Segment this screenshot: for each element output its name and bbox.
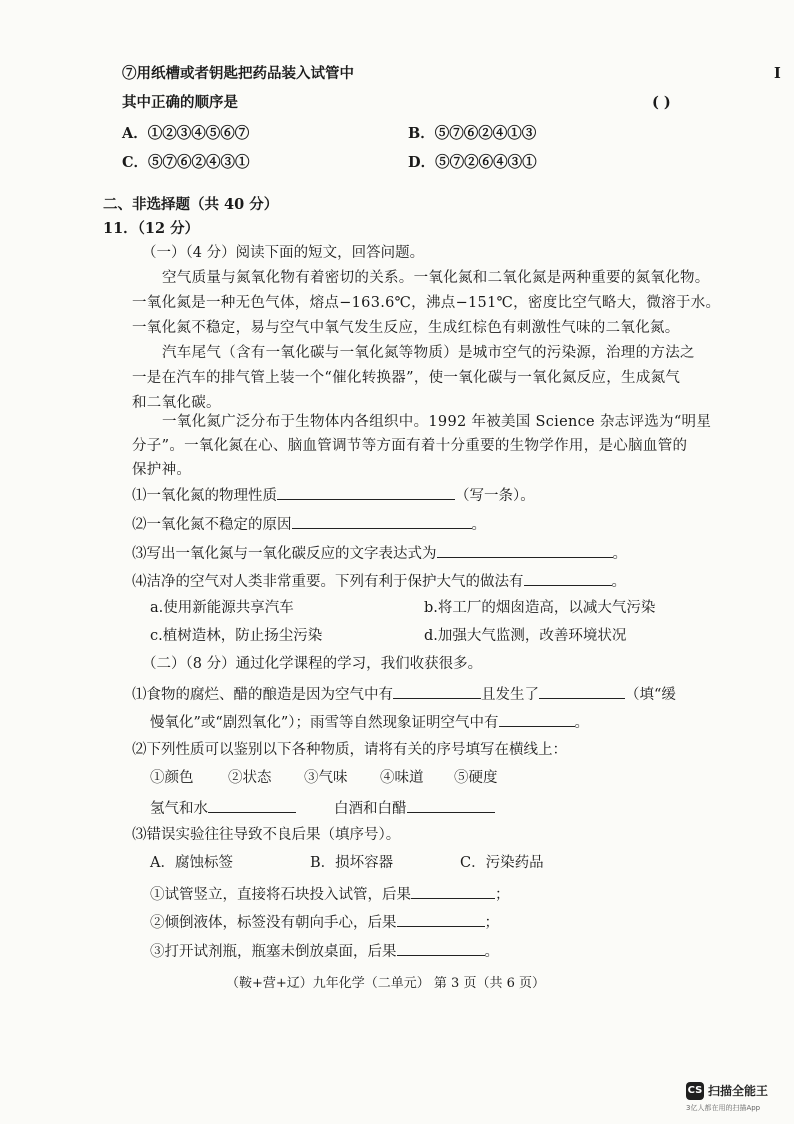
- passage-line: 和二氧化碳。: [132, 395, 221, 411]
- sub-question-3: ⑶写出一氧化氮与一氧化碳反应的文字表达式为 。: [132, 542, 627, 564]
- q11-header: 11．（12 分）: [103, 220, 200, 237]
- answer-blank[interactable]: [524, 570, 612, 586]
- answer-blank[interactable]: [292, 513, 472, 529]
- part2-sub2: ⑵下列性质可以鉴别以下各种物质，请将有关的序号填写在横线上：: [132, 742, 567, 758]
- answer-blank[interactable]: [411, 883, 495, 899]
- watermark-name: 扫描全能王: [708, 1084, 769, 1098]
- choice-d: d.加强大气监测，改善环境状况: [424, 628, 627, 644]
- q10-option-b: B．⑤⑦⑥②④①③: [408, 125, 537, 142]
- q10-option-c: C．⑤⑦⑥②④③①: [122, 154, 250, 171]
- passage-line: 一是在汽车的排气管上装一个“催化转换器”，使一氧化碳与一氧化氮反应，生成氮气: [132, 370, 681, 386]
- property-4: ④味道: [380, 770, 424, 786]
- q10-option-a: A．①②③④⑤⑥⑦: [122, 125, 250, 142]
- answer-blank[interactable]: [208, 797, 296, 813]
- passage-line: 一氧化氮不稳定，易与空气中氧气发生反应，生成红棕色有刺激性气味的二氧化氮。: [132, 320, 680, 336]
- answer-blank[interactable]: [499, 711, 575, 727]
- pair-liquor-vinegar: 白酒和白醋: [334, 797, 495, 819]
- passage-line: 汽车尾气（含有一氧化碳与一氧化氮等物质）是城市空气的污染源，治理的方法之: [162, 345, 695, 361]
- watermark-slogan: 3亿人都在用的扫描App: [686, 1104, 761, 1112]
- passage-line: 一氧化氮广泛分布于生物体内各组织中。1992 年被美国 Science 杂志评选为“明星: [162, 414, 712, 430]
- case-1: ①试管竖立，直接将石块投入试管，后果 ；: [150, 883, 510, 905]
- passage-line: 保护神。: [132, 462, 192, 478]
- passage-line: 分子”。一氧化氮在心、脑血管调节等方面有着十分重要的生物学作用，是心脑血管的: [132, 438, 688, 454]
- answer-blank[interactable]: [393, 683, 481, 699]
- side-mark: I: [774, 65, 781, 82]
- camscanner-logo-icon: CS: [686, 1082, 704, 1100]
- choice-a: a.使用新能源共享汽车: [150, 600, 294, 616]
- q10-answer-paren: ( ): [652, 94, 671, 111]
- answer-blank[interactable]: [539, 683, 625, 699]
- answer-blank[interactable]: [397, 940, 485, 956]
- part1-title: （一）（4 分）阅读下面的短文，回答问题。: [142, 245, 425, 261]
- choice-c: c.植树造林，防止扬尘污染: [150, 628, 323, 644]
- pair-hydrogen-water: 氢气和水: [150, 797, 296, 819]
- scanner-watermark: [686, 1082, 786, 1118]
- property-1: ①颜色: [150, 770, 194, 786]
- passage-line: 一氧化氮是一种无色气体，熔点−163.6℃，沸点−151℃，密度比空气略大，微溶于水。: [132, 295, 721, 311]
- page-footer: （鞍+营+辽）九年化学（二单元） 第 3 页（共 6 页）: [226, 976, 545, 991]
- q10-option-d: D．⑤⑦②⑥④③①: [408, 154, 537, 171]
- case-2: ②倾倒液体，标签没有朝向手心，后果 ；: [150, 911, 499, 933]
- answer-blank[interactable]: [407, 797, 495, 813]
- case-3: ③打开试剂瓶，瓶塞未倒放桌面，后果 。: [150, 940, 499, 962]
- q10-prompt: 其中正确的顺序是: [122, 94, 238, 111]
- choice-b: b.将工厂的烟囱造高，以减大气污染: [424, 600, 656, 616]
- property-5: ⑤硬度: [454, 770, 498, 786]
- property-2: ②状态: [228, 770, 272, 786]
- sub-question-2: ⑵一氧化氮不稳定的原因 。: [132, 513, 486, 535]
- part2-sub1-line2: 慢氧化”或“剧烈氧化”）；雨雪等自然现象证明空气中有 。: [150, 711, 589, 733]
- consequence-c: C．污染药品: [460, 855, 544, 871]
- answer-blank[interactable]: [397, 911, 485, 927]
- part2-sub1-line1: ⑴食物的腐烂、醋的酿造是因为空气中有 且发生了 （填“缓: [132, 683, 676, 705]
- part2-title: （二）（8 分）通过化学课程的学习，我们收获很多。: [142, 656, 483, 672]
- property-3: ③气味: [304, 770, 348, 786]
- part2-sub3: ⑶错误实验往往导致不良后果（填序号）。: [132, 827, 401, 843]
- answer-blank[interactable]: [277, 484, 455, 500]
- section-title: 二、非选择题（共 40 分）: [103, 196, 279, 213]
- answer-blank[interactable]: [437, 542, 613, 558]
- consequence-b: B．损坏容器: [310, 855, 394, 871]
- passage-line: 空气质量与氮氧化物有着密切的关系。一氧化氮和二氧化氮是两种重要的氮氧化物。: [162, 270, 710, 286]
- sub-question-4: ⑷洁净的空气对人类非常重要。下列有利于保护大气的做法有 。: [132, 570, 626, 592]
- consequence-a: A．腐蚀标签: [150, 855, 233, 871]
- sub-question-1: ⑴一氧化氮的物理性质 （写一条）。: [132, 484, 535, 506]
- q10-step7: ⑦用纸槽或者钥匙把药品装入试管中: [122, 65, 354, 82]
